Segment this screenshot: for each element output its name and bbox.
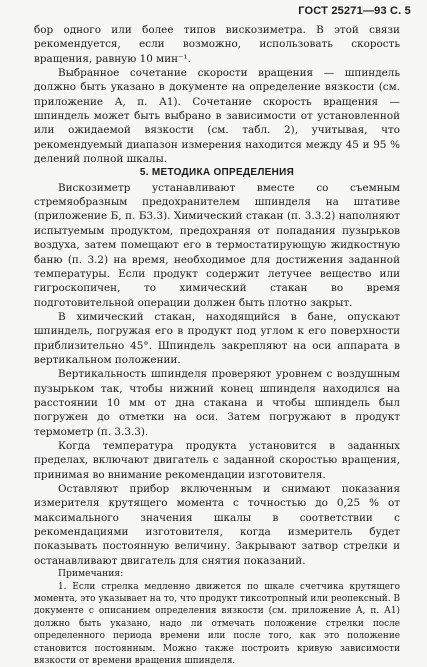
page-header: ГОСТ 25271—93 С. 5	[298, 5, 411, 17]
page-content	[34, 23, 400, 667]
notes-heading: Примечания:	[58, 568, 124, 580]
paragraph-viscometer-setup: Вискозиметр устанавливают вместе со съемным стремяобразным предохранителем шпинделя на штативе (приложение Б, п. Б3.3). Химический стакан (п. 3.3.2) наполняют испытуемым продуктом, предохраняя от попадания пузырьков воздуха, затем помещают его в термостатирующую жидкостную баню (п. 3.2) на время, необходимое для достижения заданной температуры. Если продукт содержит летучее вещество или гигроскопичен, то химический стакан во время подготовительной операции должен быть плотно закрыт.	[34, 181, 400, 309]
note-1: 1. Если стрелка медленно движется по шкале счетчика крутящего момента, это указывает на то, что продукт тиксотропный или реопексный. В документе с описанием определения вязкости (см. приложение А, п. А1) должно быть указано, надо ли отмечать положение стрелки после определенного периода времени или после того, как это положение становится постоянным. Можно также построить кривую зависимости вязкости от времени вращения шпинделя.	[34, 581, 400, 666]
paragraph-motor-start: Когда температура продукта установится в заданных пределах, включают двигатель с заданной скоростью вращения, принимая во внимание рекомендации изготовителя.	[34, 439, 400, 481]
paragraph-verticality-check: Вертикальность шпинделя проверяют уровнем с воздушным пузырьком так, чтобы нижний конец шпинделя находился на расстоянии 10 мм от дна стакана и чтобы шпиндель был погружен до отметки на оси. Затем погружают в продукт термометр (п. 3.3.3).	[34, 368, 400, 438]
section-heading: 5. МЕТОДИКА ОПРЕДЕЛЕНИЯ	[139, 167, 295, 179]
paragraph-speed-spindle: Выбранное сочетание скорости вращения — шпиндель должно быть указано в документе на определение вязкости (см. приложение А, п. А1). Сочетание скорость вращения — шпиндель может быть выбрано в зависимости от установленной или ожидаемой вязкости (см. табл. 2), учитывая, что рекомендуемый диапазон измерения находится между 45 и 95 % делений полной шкалы.	[34, 67, 400, 166]
paragraph-spindle-immersion: В химический стакан, находящийся в бане, опускают шпиндель, погружая его в продукт под углом к его поверхности приблизительно 45°. Шпиндель закрепляют на оси аппарата в вертикальном положении.	[34, 310, 400, 366]
paragraph-readings: Оставляют прибор включенным и снимают показания измерителя крутящего момента с точностью до 0,25 % от максимального значения шкалы в соответствии с рекомендациями изготовителя, когда измеритель будет показывать постоянную величину. Закрывают затвор стрелки и останавливают двигатель для снятия показаний.	[34, 483, 400, 567]
paragraph-continuation: бор одного или более типов вискозиметра. В этой связи рекомендуется, если возможно, использовать скорость вращения, равную 10 мин⁻¹.	[34, 24, 400, 65]
